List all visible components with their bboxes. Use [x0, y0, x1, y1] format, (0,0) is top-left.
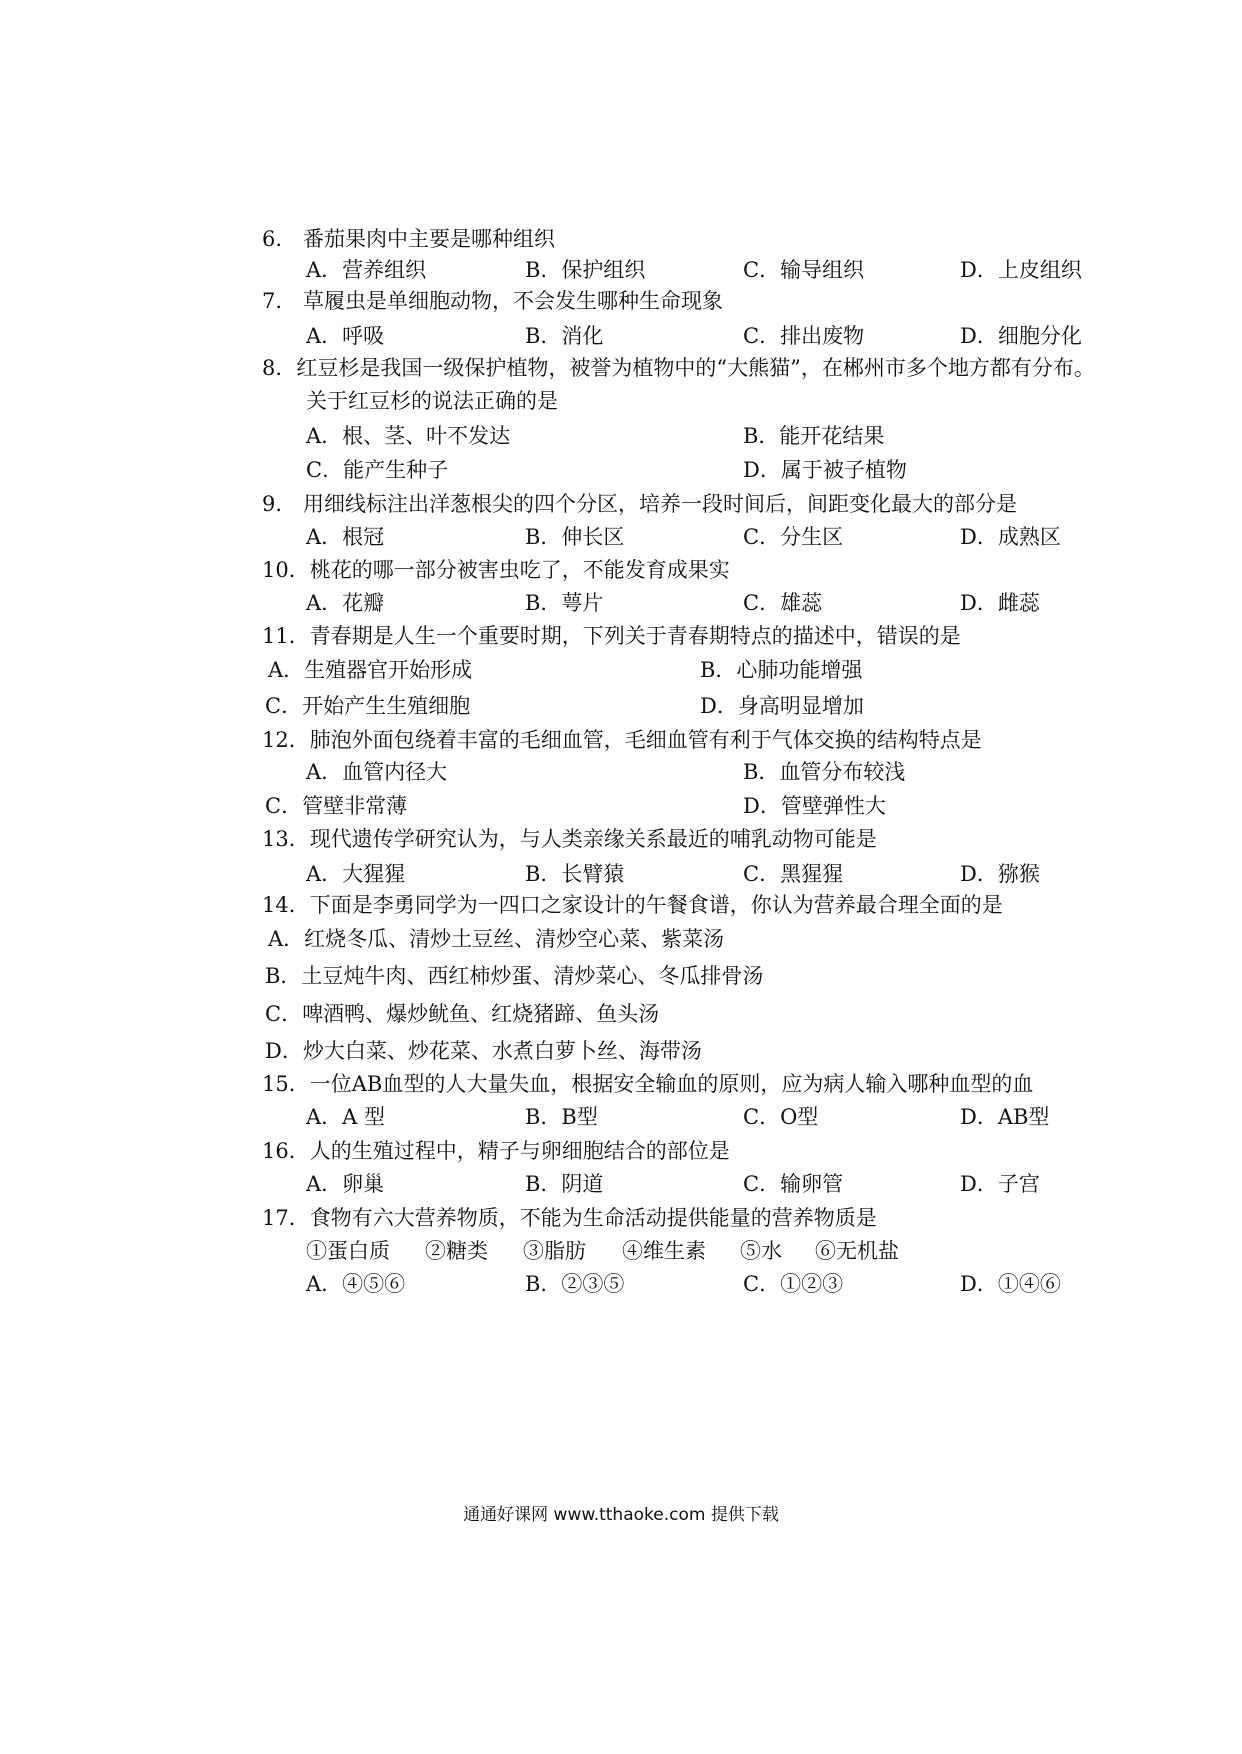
q10-option-c: C．雄蕊 — [743, 591, 823, 615]
q8-option-b: B．能开花结果 — [743, 424, 885, 448]
q17-item-5: ⑤水 — [740, 1239, 782, 1263]
q13-option-a: A．大猩猩 — [306, 862, 406, 886]
q10-option-a: A．花瓣 — [306, 591, 385, 615]
q13-option-b: B．长臂猿 — [525, 862, 625, 886]
q15-option-a: A．A 型 — [306, 1105, 386, 1129]
q15-option-b: B．B型 — [525, 1105, 598, 1129]
question-7-stem: 7. 草履虫是单细胞动物，不会发生哪种生命现象 — [262, 289, 724, 313]
q7-option-a: A．呼吸 — [306, 324, 385, 348]
q12-option-b: B．血管分布较浅 — [743, 760, 906, 784]
q7-option-d: D．细胞分化 — [960, 324, 1082, 348]
question-8-stem: 8．红豆杉是我国一级保护植物，被誉为植物中的“大熊猫”，在郴州市多个地方都有分布。 — [262, 356, 1095, 380]
q13-option-c: C．黑猩猩 — [743, 862, 844, 886]
q14-option-b: B．土豆炖牛肉、西红柿炒蛋、清炒菜心、冬瓜排骨汤 — [265, 964, 764, 988]
q6-option-a: A．营养组织 — [306, 258, 427, 282]
q7-option-b: B．消化 — [525, 324, 604, 348]
q8-option-a: A．根、茎、叶不发达 — [306, 424, 511, 448]
question-14-stem: 14．下面是李勇同学为一四口之家设计的午餐食谱，你认为营养最合理全面的是 — [262, 893, 1003, 917]
q13-option-d: D．猕猴 — [960, 862, 1040, 886]
q17-option-d: D．①④⑥ — [960, 1272, 1061, 1296]
q12-option-a: A．血管内径大 — [306, 760, 448, 784]
q14-option-d: D．炒大白菜、炒花菜、水煮白萝卜丝、海带汤 — [265, 1039, 702, 1063]
q15-option-d: D．AB型 — [960, 1105, 1050, 1129]
question-12-stem: 12．肺泡外面包绕着丰富的毛细血管，毛细血管有利于气体交换的结构特点是 — [262, 728, 982, 752]
q16-option-c: C．输卵管 — [743, 1172, 844, 1196]
q15-option-c: C．O型 — [743, 1105, 819, 1129]
question-9-stem: 9. 用细线标注出洋葱根尖的四个分区，培养一段时间后，间距变化最大的部分是 — [262, 492, 1018, 516]
q11-option-c: C．开始产生生殖细胞 — [265, 694, 471, 718]
q16-option-b: B．阴道 — [525, 1172, 604, 1196]
q8-option-c: C．能产生种子 — [306, 458, 449, 482]
q17-item-1: ①蛋白质 — [306, 1239, 390, 1263]
q8-option-d: D．属于被子植物 — [743, 458, 907, 482]
q10-option-d: D．雌蕊 — [960, 591, 1040, 615]
q9-option-b: B．伸长区 — [525, 525, 625, 549]
q6-option-d: D．上皮组织 — [960, 258, 1082, 282]
q6-option-b: B．保护组织 — [525, 258, 646, 282]
q14-option-c: C．啤酒鸭、爆炒鱿鱼、红烧猪蹄、鱼头汤 — [265, 1002, 660, 1026]
q7-option-c: C．排出废物 — [743, 324, 865, 348]
q11-option-b: B．心肺功能增强 — [700, 658, 863, 682]
q17-option-c: C．①②③ — [743, 1272, 844, 1296]
q12-option-c: C．管壁非常薄 — [265, 794, 408, 818]
question-13-stem: 13．现代遗传学研究认为，与人类亲缘关系最近的哺乳动物可能是 — [262, 827, 877, 851]
q17-item-3: ③脂肪 — [523, 1239, 586, 1263]
footer-note: 通通好课网 www.tthaoke.com 提供下载 — [463, 1505, 779, 1525]
question-10-stem: 10．桃花的哪一部分被害虫吃了，不能发育成果实 — [262, 558, 730, 582]
q14-option-a: A．红烧冬瓜、清炒土豆丝、清炒空心菜、紫菜汤 — [268, 927, 725, 951]
q11-option-d: D．身高明显增加 — [700, 694, 864, 718]
q16-option-d: D．子宫 — [960, 1172, 1040, 1196]
q16-option-a: A．卵巢 — [306, 1172, 385, 1196]
q17-item-6: ⑥无机盐 — [815, 1239, 899, 1263]
question-8-stem-2: 关于红豆杉的说法正确的是 — [306, 389, 558, 413]
q17-option-a: A．④⑤⑥ — [306, 1272, 406, 1296]
q9-option-c: C．分生区 — [743, 525, 844, 549]
q10-option-b: B．萼片 — [525, 591, 604, 615]
q12-option-d: D．管壁弹性大 — [743, 794, 886, 818]
q6-option-c: C．输导组织 — [743, 258, 865, 282]
q17-option-b: B．②③⑤ — [525, 1272, 625, 1296]
q11-option-a: A．生殖器官开始形成 — [268, 658, 473, 682]
q9-option-a: A．根冠 — [306, 525, 385, 549]
q17-item-4: ④维生素 — [622, 1239, 706, 1263]
question-16-stem: 16．人的生殖过程中，精子与卵细胞结合的部位是 — [262, 1139, 730, 1163]
question-6-stem: 6. 番茄果肉中主要是哪种组织 — [262, 227, 556, 251]
q9-option-d: D．成熟区 — [960, 525, 1061, 549]
question-15-stem: 15．一位AB血型的人大量失血，根据安全输血的原则，应为病人输入哪种血型的血 — [262, 1072, 1034, 1096]
q17-item-2: ②糖类 — [425, 1239, 488, 1263]
question-11-stem: 11．青春期是人生一个重要时期，下列关于青春期特点的描述中，错误的是 — [262, 624, 961, 648]
question-17-stem: 17．食物有六大营养物质，不能为生命活动提供能量的营养物质是 — [262, 1206, 877, 1230]
